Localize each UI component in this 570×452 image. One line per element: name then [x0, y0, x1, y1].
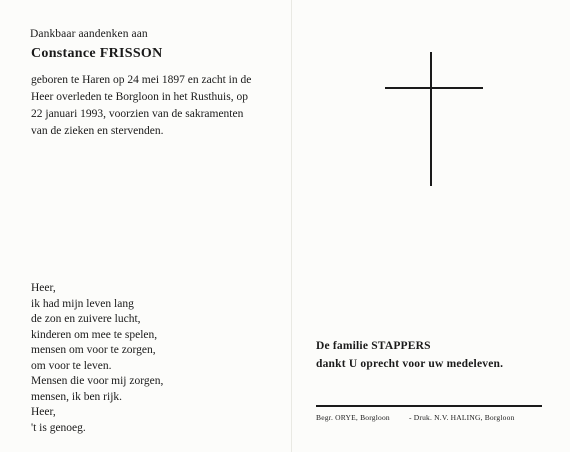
- thanks-family-line: De familie STAPPERS: [316, 340, 431, 352]
- poem-line: Heer,: [31, 406, 56, 418]
- poem-line: ik had mijn leven lang: [31, 297, 134, 310]
- cross-icon: [385, 52, 483, 186]
- cross-horizontal-beam: [385, 87, 483, 89]
- poem-line: om voor te leven.: [31, 359, 112, 372]
- family-thanks: [316, 337, 503, 373]
- bio-line: geboren te Haren op 24 mei 1897 en zacht in de: [31, 74, 252, 86]
- bio-line: van de zieken en stervenden.: [31, 125, 164, 137]
- poem-line: kinderen om mee te spelen,: [31, 328, 158, 341]
- poem-line: mensen om voor te zorgen,: [31, 344, 156, 356]
- undertaker-credit: Begr. ORYE, Borgloon: [316, 413, 390, 422]
- deceased-name: Constance FRISSON: [31, 46, 163, 61]
- thanks-message-line: dankt U oprecht voor uw medeleven.: [316, 358, 504, 370]
- poem-line: mensen, ik ben rijk.: [31, 390, 123, 403]
- fold-line: [291, 0, 292, 452]
- poem-line: Heer,: [31, 282, 56, 294]
- poem-line: 't is genoeg.: [31, 421, 86, 434]
- biography: [31, 72, 289, 140]
- divider-rule: [316, 405, 542, 407]
- bio-line: 22 januari 1993, voorzien van de sakramenten: [31, 108, 244, 120]
- poem-line: de zon en zuivere lucht,: [31, 313, 141, 325]
- bio-line: Heer overleden te Borgloon in het Rusthuis, op: [31, 91, 248, 103]
- intro-text: Dankbaar aandenken aan: [30, 28, 148, 40]
- cross-vertical-beam: [430, 52, 432, 186]
- printer-credit: - Druk. N.V. HALING, Borgloon: [409, 413, 515, 422]
- poem-line: Mensen die voor mij zorgen,: [31, 375, 164, 387]
- prayer-poem: [31, 281, 163, 436]
